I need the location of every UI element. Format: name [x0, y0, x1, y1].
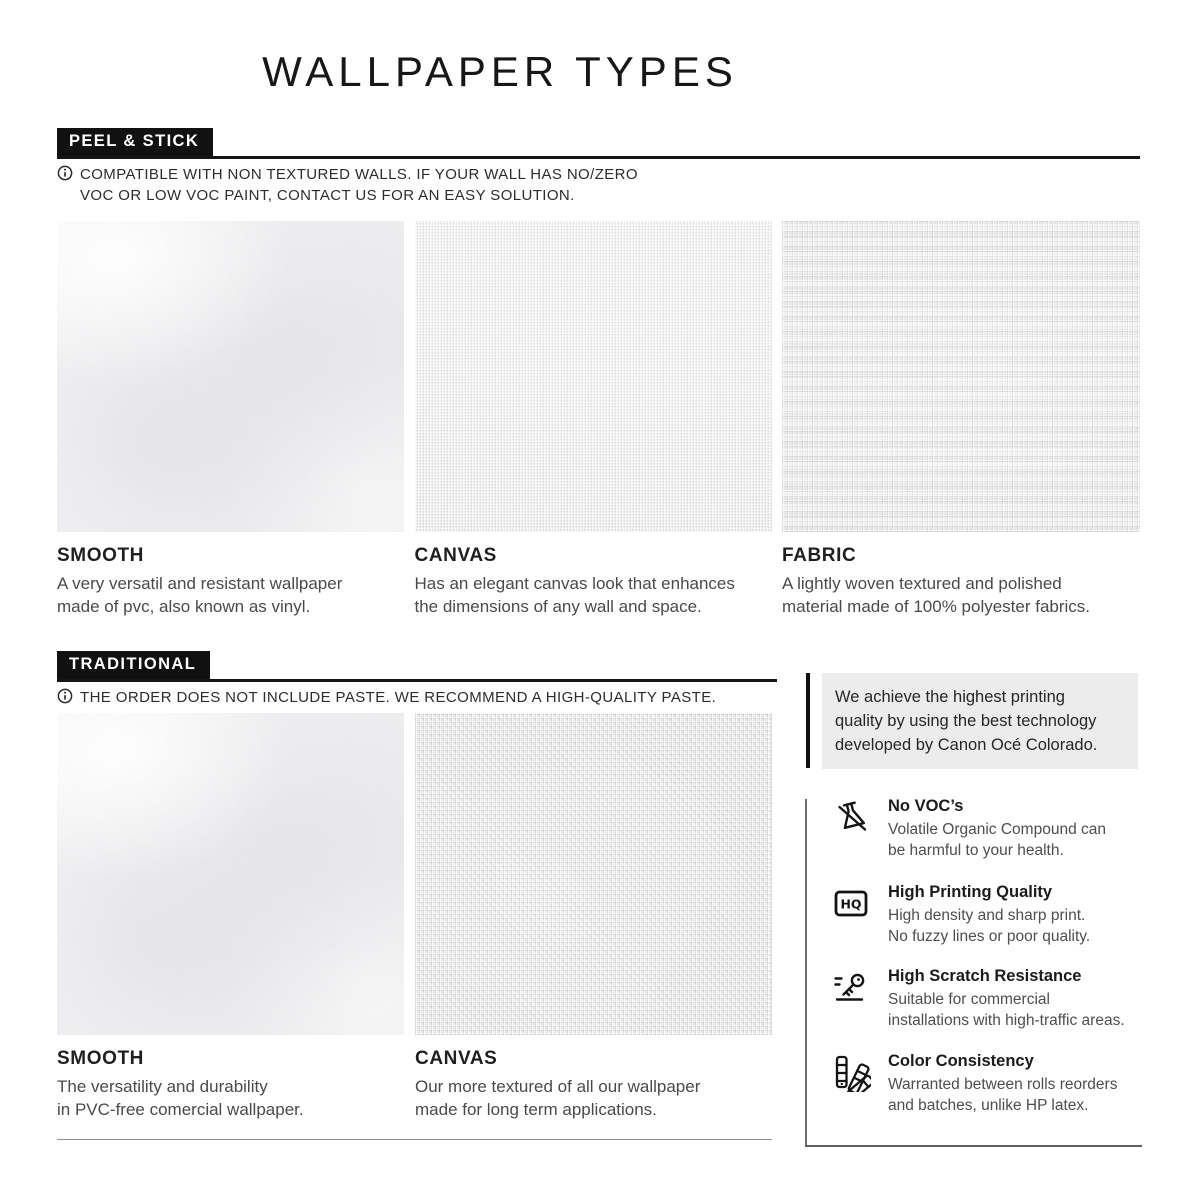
note-line: VOC OR LOW VOC PAINT, CONTACT US FOR AN EASY SOLUTION.	[80, 187, 575, 204]
info-icon	[57, 165, 73, 181]
swatch-figure	[57, 221, 404, 618]
desc-line: material made of 100% polyester fabrics.	[782, 596, 1091, 616]
scratch-key-icon	[831, 967, 871, 1007]
feature-desc-line: Suitable for commercial	[888, 991, 1050, 1008]
desc-line: Our more textured of all our wallpaper	[415, 1077, 701, 1096]
swatch-figure	[782, 221, 1140, 618]
swatch-title: FABRIC	[782, 545, 857, 566]
section-label-chip: PEEL & STICK	[57, 128, 213, 156]
feature-desc-line: be harmful to your health.	[888, 841, 1064, 859]
peel-stick-note	[57, 164, 638, 206]
svg-text:HQ: HQ	[840, 896, 862, 912]
feature-color-consistency	[831, 1052, 1117, 1116]
feature-text	[888, 1052, 1117, 1116]
feature-desc-line: Volatile Organic Compound can	[888, 821, 1106, 838]
swatchbook-icon	[831, 1052, 871, 1092]
feature-title: High Printing Quality	[888, 883, 1053, 901]
feature-description	[888, 906, 1090, 947]
swatch-description	[782, 573, 1140, 618]
feature-title: High Scratch Resistance	[888, 967, 1082, 985]
feature-text	[888, 967, 1125, 1031]
page-title: WALLPAPER TYPES	[262, 48, 738, 95]
swatch-description	[57, 1076, 404, 1121]
desc-line: The versatility and durability	[57, 1077, 268, 1096]
smooth-texture-sample	[57, 221, 404, 532]
desc-line: the dimensions of any wall and space.	[414, 596, 702, 616]
feature-text	[888, 797, 1106, 861]
feature-title: Color Consistency	[888, 1052, 1034, 1070]
feature-desc-line: installations with high-traffic areas.	[888, 1011, 1125, 1029]
coarse-canvas-texture-sample	[415, 713, 772, 1035]
feature-desc-line: Warranted between rolls reorders	[888, 1076, 1118, 1093]
quote-line: developed by Canon Océ Colorado.	[835, 736, 1098, 754]
quote-line: We achieve the highest printing	[835, 688, 1065, 706]
section-header-peel-stick	[57, 128, 1140, 159]
no-voc-flask-icon	[831, 797, 871, 837]
printing-quality-quote	[822, 673, 1138, 769]
info-icon	[57, 688, 73, 704]
desc-line: A very versatil and resistant wallpaper	[57, 574, 343, 593]
desc-line: A lightly woven textured and polished	[782, 574, 1062, 593]
feature-description	[888, 990, 1125, 1031]
swatch-title: SMOOTH	[57, 545, 144, 566]
swatch-figure	[415, 221, 772, 618]
note-text	[80, 687, 716, 708]
fabric-texture-sample	[782, 221, 1140, 532]
swatch-description	[415, 1076, 772, 1121]
bottom-left-divider	[57, 1139, 772, 1140]
quote-accent-bar	[806, 673, 810, 768]
canvas-texture-sample	[415, 221, 772, 532]
note-line: COMPATIBLE WITH NON TEXTURED WALLS. IF YOUR WALL HAS NO/ZERO	[80, 166, 638, 183]
smooth-texture-sample	[57, 713, 404, 1035]
swatch-description	[57, 573, 404, 618]
hq-badge-icon	[831, 883, 871, 923]
note-text	[80, 164, 638, 206]
peel-stick-swatch-row	[57, 221, 1140, 618]
traditional-swatch-row	[57, 713, 772, 1121]
section-header-traditional	[57, 651, 777, 682]
feature-title: No VOC’s	[888, 797, 964, 815]
features-vertical-divider	[805, 799, 807, 1146]
swatch-title: CANVAS	[415, 1048, 498, 1069]
section-label-chip: TRADITIONAL	[57, 651, 210, 679]
swatch-description	[415, 573, 772, 618]
swatch-title: SMOOTH	[57, 1048, 144, 1069]
features-bottom-divider	[805, 1145, 1142, 1147]
feature-desc-line: and batches, unlike HP latex.	[888, 1096, 1089, 1114]
feature-desc-line: High density and sharp print.	[888, 907, 1086, 924]
desc-line: Has an elegant canvas look that enhances	[414, 574, 735, 593]
feature-no-voc	[831, 797, 1106, 861]
feature-description	[888, 820, 1106, 861]
swatch-figure	[415, 713, 772, 1121]
feature-desc-line: No fuzzy lines or poor quality.	[888, 927, 1091, 945]
desc-line: made for long term applications.	[415, 1099, 657, 1119]
desc-line: in PVC-free comercial wallpaper.	[57, 1099, 304, 1119]
swatch-title: CANVAS	[414, 545, 497, 566]
desc-line: made of pvc, also known as vinyl.	[57, 596, 311, 616]
quote-line: quality by using the best technology	[835, 712, 1097, 730]
feature-high-scratch-resistance	[831, 967, 1125, 1031]
feature-text	[888, 883, 1090, 947]
traditional-note	[57, 687, 716, 708]
swatch-figure	[57, 713, 404, 1121]
feature-description	[888, 1075, 1117, 1116]
feature-high-printing-quality	[831, 883, 1090, 947]
note-line: THE ORDER DOES NOT INCLUDE PASTE. WE RECOMMEND A HIGH-QUALITY PASTE.	[80, 689, 717, 706]
